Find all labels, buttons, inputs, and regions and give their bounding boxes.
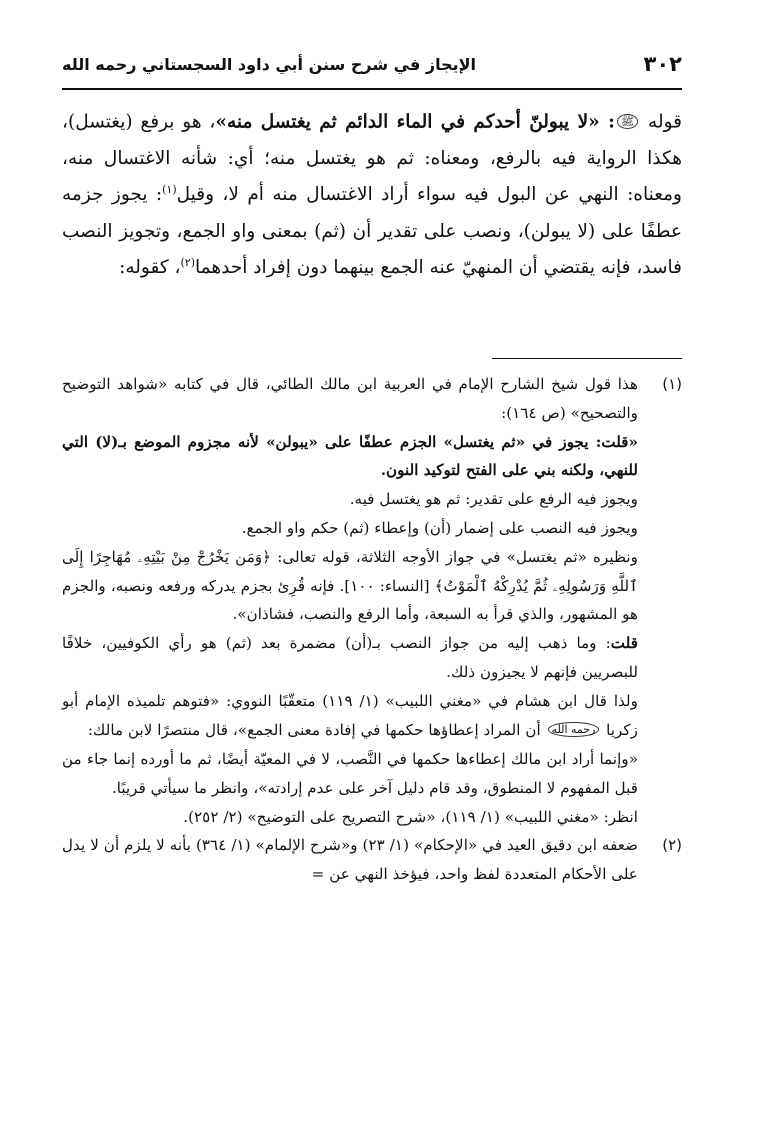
footnote-line: ضعفه ابن دقيق العيد في «الإحكام» (١/ ٢٣) و«شرح الإلمام» (١/ ٣٦٤) بأنه لا يلزم أن لا يدل على الأحكام المتعددة لفظ واحد، فيؤخذ النهي عن = — [62, 836, 638, 884]
main-paragraph — [62, 104, 682, 287]
footnote-line: انظر: «مغني اللبيب» (١/ ١١٩)، «شرح التصريح على التوضيح» (٢/ ٢٥٢). — [183, 807, 638, 826]
footnote-1 — [62, 370, 682, 831]
footnote-number: (١) — [662, 375, 682, 393]
footnote-line — [62, 428, 638, 486]
footnote-line — [62, 629, 638, 687]
hadith-text: : «لا يبولنّ أحدكم في الماء الدائم ثم يغتسل منه» — [215, 111, 615, 133]
page-number: ٣٠٢ — [643, 52, 682, 76]
footnote-line: ونظيره «ثم يغتسل» في جواز الأوجه الثلاثة، قوله تعالى: ﴿وَمَن يَخْرُجْ مِنْ بَيْتِهِۦ مُهَاجِرًا إِلَى ٱللَّهِ وَرَسُولِهِۦ ثُمَّ يُدْرِكْهُ ٱلْمَوْتُ﴾ [النساء: ١٠٠]. فإنه قُرِئ بجزم يدركه ورفعه ونصبه، والجزم هو المشهور، والذي قرأ به السبعة، وأما الرفع والنصب، فشاذان». — [62, 547, 638, 624]
footnote-text: : وما ذهب إليه من جواز النصب بـ(أن) مضمرة بعد (ثم) هو رأي الكوفيين، خلافًا للبصريين فإنهم لا يجيزون ذلك. — [62, 634, 638, 681]
footnote-line: ويجوز فيه الرفع على تقدير: ثم هو يغتسل فيه. — [349, 490, 638, 509]
commentary-end: ، كقوله: — [119, 257, 181, 279]
page-header — [62, 44, 682, 84]
main-text — [62, 104, 682, 287]
footnote-2 — [62, 831, 682, 889]
footnote-ref-2[interactable]: (٢) — [180, 256, 196, 270]
footnote-line: ويجوز فيه النصب على إضمار (أن) وإعطاء (ثم) حكم واو الجمع. — [241, 518, 638, 537]
footnote-number: (٢) — [662, 836, 682, 855]
footnote-bold: لأنه مجزوم الموضع بـ(لا) التي للنهي، ولكنه بني على الفتح لتوكيد النون. — [62, 432, 638, 480]
honorific-symbol: رحمه الله — [548, 722, 600, 737]
footnote-bold: «يبولن» — [266, 432, 318, 451]
intro-text: قوله — [640, 111, 682, 133]
footnote-line: هذا قول شيخ الشارح الإمام في العربية ابن مالك الطائي، قال في كتابه «شواهد التوضيح والتصحيح» (ص ١٦٤): — [62, 375, 638, 422]
footnote-line: «وإنما أراد ابن مالك إعطاءها حكمها في النَّصب، لا في المعيّة أيضًا، ثم ما أورده إنما جاء من قبل المفهوم لا المنطوق، وقد قام دليل آخر على عدم إرادته»، وانظر ما سيأتي قريبًا. — [62, 749, 638, 797]
book-page — [62, 0, 682, 1123]
commentary-text: ، هو برفع (يغتسل)، هكذا الرواية فيه بالرفع، ومعناه: ثم هو يغتسل منه؛ أي: شأنه الاغتسال منه، ومعناه: النهي عن البول فيه سواء أراد الاغتسال منه أم لا، وقيل — [62, 111, 682, 206]
footnotes-section — [62, 370, 682, 889]
honorific-symbol: ﷺ — [617, 114, 638, 129]
footnote-bold: الجزم عطفًا على — [317, 432, 444, 451]
footnote-bold: «قلت: يجوز في — [525, 432, 639, 451]
footnote-text: أن المراد إعطاؤها حكمها في إفادة معنى الجمع»، قال منتصرًا لابن مالك: — [87, 720, 546, 739]
footnote-ref-1[interactable]: (١) — [162, 183, 177, 197]
footnote-line — [62, 687, 638, 745]
footnote-text: ولذا قال ابن هشام في «مغني اللبيب» (١/ ١١٩) متعقّبًا النووي: «فتوهم تلميذه الإمام أبو زكريا — [62, 691, 638, 739]
header-divider — [62, 88, 682, 90]
running-title: الإيجاز في شرح سنن أبي داود السجستاني رحمه الله — [62, 54, 477, 74]
footnote-divider — [492, 358, 682, 359]
footnote-bold: «ثم يغتسل» — [443, 432, 526, 451]
commentary-text-2: : يجوز جزمه عطفًا على (لا يبولن)، ونصب على تقدير أن (ثم) بمعنى واو الجمع، وتجويز النصب فاسد، فإنه يقتضي أن المنهيّ عنه الجمع بينهما دون إفراد أحدهما — [62, 184, 682, 279]
footnote-bold: قلت — [610, 634, 638, 653]
